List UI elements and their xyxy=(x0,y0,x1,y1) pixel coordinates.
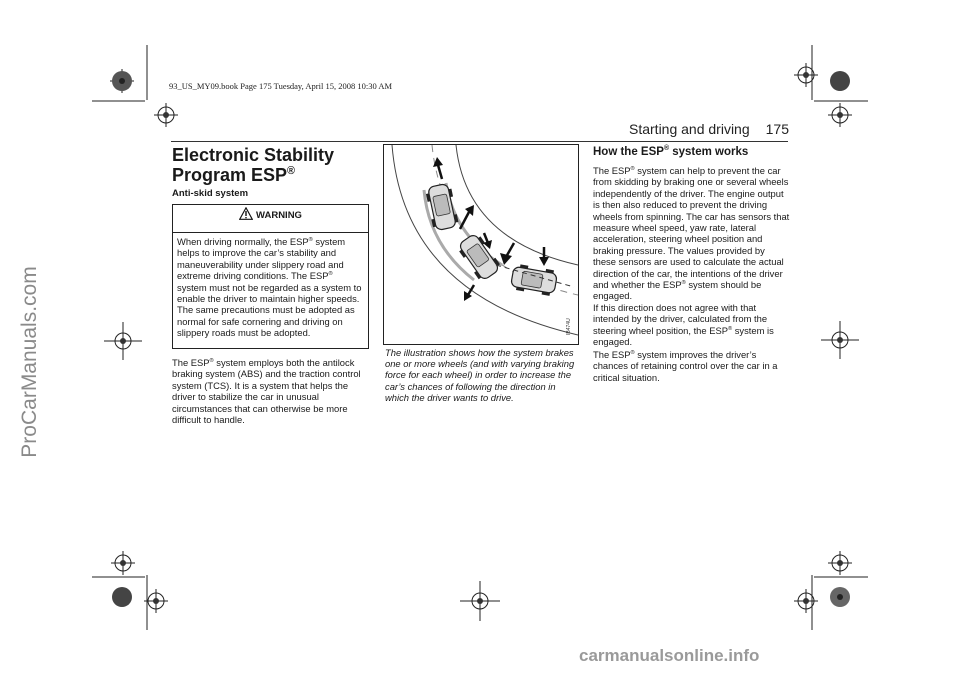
warning-divider xyxy=(173,232,368,233)
how-paragraph-3: The ESP® system improves the driver’s chances of retaining control over the car in a critical situation. xyxy=(593,349,778,383)
how-paragraph-2: If this direction does not agree with that intended by the driver, calculated from the steering wheel position, the ESP® system is engaged. xyxy=(593,302,774,348)
how-paragraph-1: The ESP® system can help to prevent the car from skidding by braking one or several wheels independently of the driver. The engine output is then also reduced to prevent the driving wheels from spinning. The car has sensors that measure wheel speed, yaw rate, lateral acceleration, steering wheel position and braking pressure. The values provided by these sensors are used to calculate the actual direction of the car, the intentions of the driver and whether the ESP® system should be engaged. xyxy=(593,165,790,302)
illustration-caption: The illustration shows how the system brakes one or more wheels (and with varying braking force for each wheel) in order to increase the car’s chances of following the direction in which the driver wants to drive. xyxy=(385,347,575,403)
print-info: 93_US_MY09.book Page 175 Tuesday, April 15, 2008 10:30 AM xyxy=(169,81,393,91)
header-rule xyxy=(171,141,788,142)
car-2 xyxy=(456,232,503,283)
warning-box xyxy=(172,204,369,349)
section-heading: How the ESP® system works xyxy=(593,145,749,158)
esp-illustration xyxy=(383,144,579,345)
vertical-watermark: ProCarManuals.com xyxy=(18,266,41,458)
running-header xyxy=(629,121,789,137)
warning-triangle-icon xyxy=(239,207,253,223)
subtitle: Anti-skid system xyxy=(172,188,249,199)
intro-paragraph: The ESP® system employs both the antilock braking system (ABS) and the traction control system (TCS). It is a system that helps the driver to stabilize the car in unusual circumstances that can otherwise be more difficult to handle. xyxy=(172,357,361,426)
warning-heading: WARNING xyxy=(173,207,368,223)
section-title: Starting and driving xyxy=(629,121,750,137)
page-title: Electronic Stability Program ESP® xyxy=(172,145,335,185)
page-number: 175 xyxy=(765,121,789,137)
car-1 xyxy=(425,183,460,231)
image-code: IB474U xyxy=(566,318,572,335)
warning-text: When driving normally, the ESP® system helps to improve the car’s stability and maneuverability under slippery road and extreme driving conditions. The ESP® system must not be regarded as a system to enable the driver to maintain higher speeds. The same precautions must be adopted as normal for safe cornering and driving on slippery roads must be adopted. xyxy=(177,236,362,339)
footer-watermark: carmanualsonline.info xyxy=(579,646,760,665)
skidding-car-diagram xyxy=(384,145,578,344)
